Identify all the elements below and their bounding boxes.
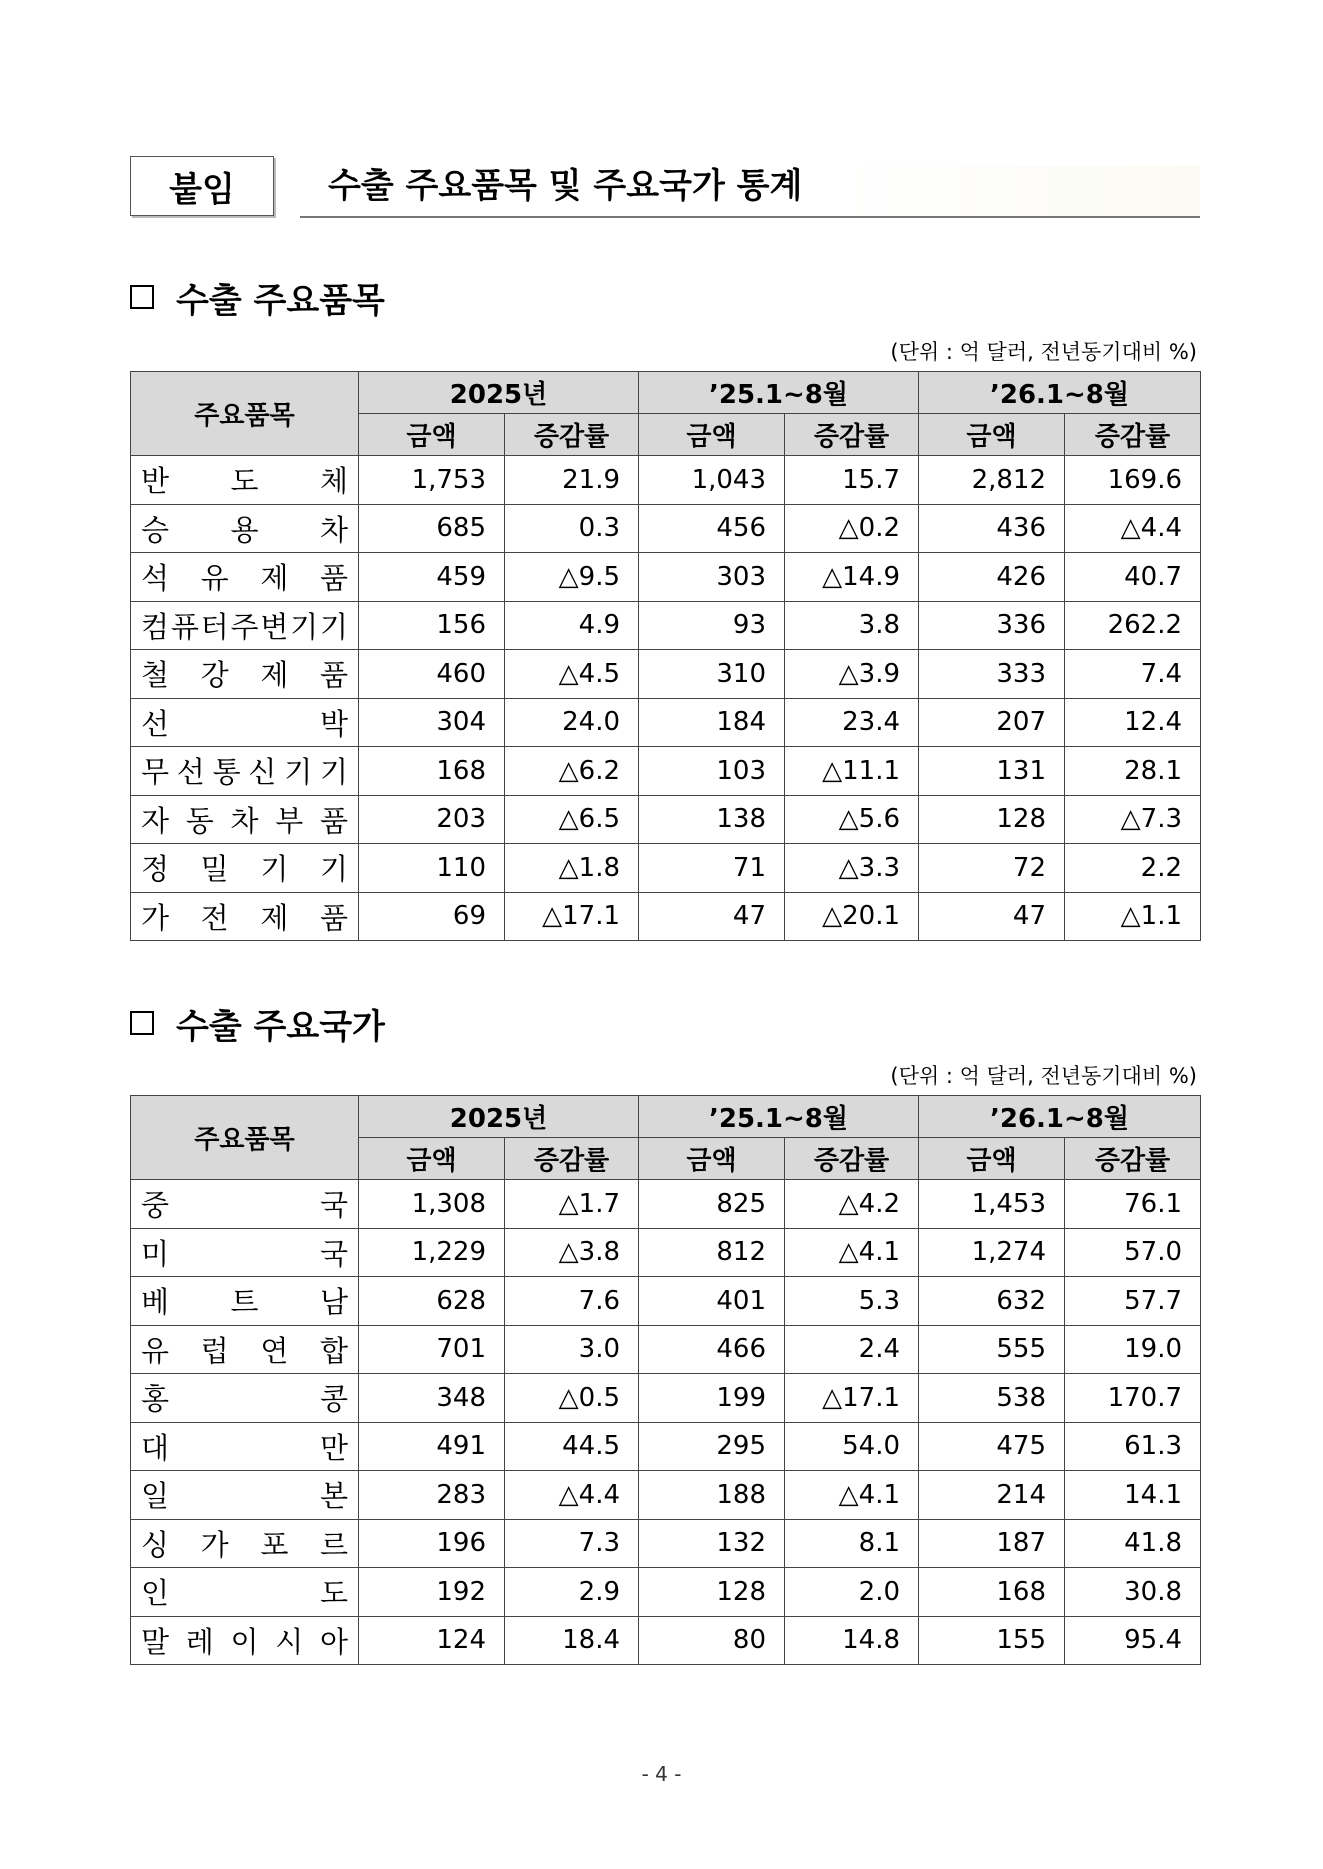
row-label-text: 싱 가 포 르 [141, 1527, 348, 1562]
change-rate-cell: △9.5 [505, 553, 639, 602]
change-rate-cell: 7.4 [1065, 650, 1201, 699]
period-header: 2025년 [359, 1096, 639, 1138]
change-rate-cell: △11.1 [785, 747, 919, 796]
amount-header: 금액 [639, 1138, 785, 1180]
checkbox-icon [130, 1011, 154, 1035]
amount-cell: 475 [919, 1422, 1065, 1471]
unit-note: (단위 : 억 달러, 전년동기대비 %) [890, 340, 1197, 364]
change-rate-cell: 170.7 [1065, 1374, 1201, 1423]
change-rate-cell: △4.2 [785, 1180, 919, 1229]
change-rate-cell: 19.0 [1065, 1325, 1201, 1374]
change-rate-cell: 8.1 [785, 1519, 919, 1568]
row-label [131, 1277, 359, 1326]
change-rate-cell: 4.9 [505, 601, 639, 650]
row-label [131, 795, 359, 844]
change-rate-cell: 57.7 [1065, 1277, 1201, 1326]
amount-cell: 184 [639, 698, 785, 747]
table-row [131, 844, 1201, 893]
change-rate-cell: △4.5 [505, 650, 639, 699]
amount-cell: 555 [919, 1325, 1065, 1374]
amount-cell: 203 [359, 795, 505, 844]
amount-cell: 1,274 [919, 1228, 1065, 1277]
amount-cell: 628 [359, 1277, 505, 1326]
amount-cell: 131 [919, 747, 1065, 796]
change-rate-cell: 15.7 [785, 456, 919, 505]
amount-cell: 93 [639, 601, 785, 650]
change-rate-cell: 76.1 [1065, 1180, 1201, 1229]
amount-cell: 188 [639, 1471, 785, 1520]
table-row [131, 1519, 1201, 1568]
row-label-text: 철 강 제 품 [141, 658, 348, 693]
amount-cell: 459 [359, 553, 505, 602]
amount-cell: 128 [639, 1568, 785, 1617]
row-label [131, 1325, 359, 1374]
table-row [131, 553, 1201, 602]
change-rate-cell: △1.8 [505, 844, 639, 893]
amount-cell: 401 [639, 1277, 785, 1326]
change-rate-cell: 5.3 [785, 1277, 919, 1326]
amount-cell: 103 [639, 747, 785, 796]
export-items-table [130, 371, 1201, 941]
amount-cell: 538 [919, 1374, 1065, 1423]
amount-header: 금액 [919, 1138, 1065, 1180]
change-rate-cell: 54.0 [785, 1422, 919, 1471]
amount-cell: 825 [639, 1180, 785, 1229]
amount-cell: 47 [919, 892, 1065, 941]
row-label-text: 미 국 [141, 1236, 348, 1271]
change-rate-cell: △6.2 [505, 747, 639, 796]
change-rate-cell: △0.5 [505, 1374, 639, 1423]
change-rate-cell: △4.4 [1065, 504, 1201, 553]
change-rate-cell: 2.2 [1065, 844, 1201, 893]
change-rate-header: 증감률 [1065, 1138, 1201, 1180]
amount-cell: 196 [359, 1519, 505, 1568]
row-label [131, 1228, 359, 1277]
row-label-text: 인 도 [141, 1576, 348, 1611]
page-number: - 4 - [641, 1762, 682, 1786]
amount-cell: 426 [919, 553, 1065, 602]
amount-cell: 71 [639, 844, 785, 893]
table-row [131, 601, 1201, 650]
table-row [131, 1180, 1201, 1229]
amount-cell: 701 [359, 1325, 505, 1374]
amount-cell: 199 [639, 1374, 785, 1423]
table-row [131, 1374, 1201, 1423]
row-label [131, 504, 359, 553]
row-label-text: 반 도 체 [141, 464, 348, 499]
amount-cell: 333 [919, 650, 1065, 699]
row-label [131, 1471, 359, 1520]
amount-cell: 456 [639, 504, 785, 553]
change-rate-cell: 3.8 [785, 601, 919, 650]
amount-cell: 155 [919, 1616, 1065, 1665]
amount-cell: 47 [639, 892, 785, 941]
row-label [131, 1568, 359, 1617]
row-label [131, 1180, 359, 1229]
amount-cell: 1,453 [919, 1180, 1065, 1229]
change-rate-cell: 7.3 [505, 1519, 639, 1568]
row-label-text: 중 국 [141, 1188, 348, 1223]
change-rate-cell: △7.3 [1065, 795, 1201, 844]
table-row [131, 1471, 1201, 1520]
change-rate-cell: 40.7 [1065, 553, 1201, 602]
unit-note: (단위 : 억 달러, 전년동기대비 %) [890, 1064, 1197, 1088]
checkbox-icon [130, 285, 154, 309]
table-row [131, 747, 1201, 796]
row-label-text: 석 유 제 품 [141, 561, 348, 596]
change-rate-cell: △0.2 [785, 504, 919, 553]
amount-cell: 207 [919, 698, 1065, 747]
change-rate-cell: 41.8 [1065, 1519, 1201, 1568]
change-rate-cell: 44.5 [505, 1422, 639, 1471]
row-label [131, 747, 359, 796]
amount-cell: 283 [359, 1471, 505, 1520]
amount-cell: 632 [919, 1277, 1065, 1326]
amount-cell: 187 [919, 1519, 1065, 1568]
amount-cell: 466 [639, 1325, 785, 1374]
row-label-text: 일 본 [141, 1479, 348, 1514]
change-rate-cell: 169.6 [1065, 456, 1201, 505]
row-label-text: 가 전 제 품 [141, 900, 348, 935]
table-row [131, 1422, 1201, 1471]
period-header: ’26.1~8월 [919, 1096, 1201, 1138]
row-label [131, 844, 359, 893]
table-row [131, 1568, 1201, 1617]
amount-cell: 812 [639, 1228, 785, 1277]
row-label-text: 승 용 차 [141, 512, 348, 547]
change-rate-cell: 2.9 [505, 1568, 639, 1617]
row-label-text: 베 트 남 [141, 1285, 348, 1320]
change-rate-cell: △4.1 [785, 1228, 919, 1277]
amount-cell: 124 [359, 1616, 505, 1665]
table-row [131, 1616, 1201, 1665]
change-rate-cell: 24.0 [505, 698, 639, 747]
amount-cell: 436 [919, 504, 1065, 553]
row-label [131, 650, 359, 699]
row-label-text: 말 레 이 시 아 [141, 1624, 348, 1659]
row-label-text: 대 만 [141, 1430, 348, 1465]
amount-cell: 348 [359, 1374, 505, 1423]
row-label [131, 892, 359, 941]
amount-header: 금액 [919, 414, 1065, 456]
change-rate-cell: 21.9 [505, 456, 639, 505]
section-heading-text: 수출 주요국가 [176, 1006, 385, 1047]
amount-header: 금액 [359, 414, 505, 456]
table-row [131, 795, 1201, 844]
change-rate-cell: 28.1 [1065, 747, 1201, 796]
row-label [131, 1374, 359, 1423]
amount-header: 금액 [639, 414, 785, 456]
amount-cell: 80 [639, 1616, 785, 1665]
amount-cell: 2,812 [919, 456, 1065, 505]
amount-cell: 168 [919, 1568, 1065, 1617]
row-label-text: 정 밀 기 기 [141, 852, 348, 887]
amount-cell: 128 [919, 795, 1065, 844]
change-rate-cell: 7.6 [505, 1277, 639, 1326]
amount-cell: 460 [359, 650, 505, 699]
amount-cell: 214 [919, 1471, 1065, 1520]
table-row [131, 892, 1201, 941]
change-rate-cell: 18.4 [505, 1616, 639, 1665]
amount-cell: 491 [359, 1422, 505, 1471]
row-label [131, 1422, 359, 1471]
row-label-text: 선 박 [141, 706, 348, 741]
attachment-tag: 붙임 [130, 156, 274, 216]
amount-cell: 310 [639, 650, 785, 699]
amount-cell: 69 [359, 892, 505, 941]
change-rate-cell: △1.1 [1065, 892, 1201, 941]
amount-cell: 192 [359, 1568, 505, 1617]
change-rate-cell: △6.5 [505, 795, 639, 844]
export-countries-table [130, 1095, 1201, 1665]
amount-cell: 132 [639, 1519, 785, 1568]
change-rate-cell: 61.3 [1065, 1422, 1201, 1471]
change-rate-cell: △3.8 [505, 1228, 639, 1277]
period-header: ’25.1~8월 [639, 1096, 919, 1138]
row-label [131, 698, 359, 747]
row-label [131, 456, 359, 505]
change-rate-cell: 14.8 [785, 1616, 919, 1665]
period-header: ’25.1~8월 [639, 372, 919, 414]
change-rate-cell: △17.1 [505, 892, 639, 941]
change-rate-cell: △17.1 [785, 1374, 919, 1423]
table-row [131, 504, 1201, 553]
row-label-text: 홍 콩 [141, 1382, 348, 1417]
change-rate-cell: 12.4 [1065, 698, 1201, 747]
change-rate-header: 증감률 [505, 1138, 639, 1180]
amount-cell: 295 [639, 1422, 785, 1471]
row-label-text: 컴 퓨 터 주 변 기 기 [141, 609, 348, 644]
change-rate-header: 증감률 [785, 1138, 919, 1180]
column-header-name: 주요품목 [131, 372, 359, 456]
row-label-text: 자 동 차 부 품 [141, 803, 348, 838]
change-rate-cell: △4.1 [785, 1471, 919, 1520]
amount-header: 금액 [359, 1138, 505, 1180]
change-rate-cell: 95.4 [1065, 1616, 1201, 1665]
column-header-name: 주요품목 [131, 1096, 359, 1180]
amount-cell: 1,308 [359, 1180, 505, 1229]
table-row [131, 456, 1201, 505]
amount-cell: 336 [919, 601, 1065, 650]
change-rate-cell: △3.9 [785, 650, 919, 699]
amount-cell: 1,753 [359, 456, 505, 505]
amount-cell: 72 [919, 844, 1065, 893]
row-label [131, 553, 359, 602]
change-rate-cell: 30.8 [1065, 1568, 1201, 1617]
row-label-text: 유 럽 연 합 [141, 1333, 348, 1368]
change-rate-header: 증감률 [785, 414, 919, 456]
amount-cell: 685 [359, 504, 505, 553]
amount-cell: 138 [639, 795, 785, 844]
table-row [131, 1228, 1201, 1277]
change-rate-cell: △5.6 [785, 795, 919, 844]
table-row [131, 1325, 1201, 1374]
section-heading-countries [130, 1000, 385, 1046]
change-rate-cell: 23.4 [785, 698, 919, 747]
section-heading-text: 수출 주요품목 [176, 280, 385, 321]
change-rate-cell: 0.3 [505, 504, 639, 553]
amount-cell: 168 [359, 747, 505, 796]
period-header: 2025년 [359, 372, 639, 414]
amount-cell: 1,043 [639, 456, 785, 505]
change-rate-cell: △3.3 [785, 844, 919, 893]
change-rate-cell: △1.7 [505, 1180, 639, 1229]
row-label [131, 1616, 359, 1665]
amount-cell: 156 [359, 601, 505, 650]
change-rate-cell: △14.9 [785, 553, 919, 602]
table-row [131, 1277, 1201, 1326]
row-label [131, 1519, 359, 1568]
table-row [131, 698, 1201, 747]
page-title: 수출 주요품목 및 주요국가 통계 [300, 166, 1200, 218]
change-rate-cell: 262.2 [1065, 601, 1201, 650]
table-row [131, 650, 1201, 699]
amount-cell: 1,229 [359, 1228, 505, 1277]
change-rate-header: 증감률 [505, 414, 639, 456]
amount-cell: 304 [359, 698, 505, 747]
change-rate-cell: 2.4 [785, 1325, 919, 1374]
section-heading-items [130, 274, 385, 320]
amount-cell: 110 [359, 844, 505, 893]
amount-cell: 303 [639, 553, 785, 602]
change-rate-cell: △4.4 [505, 1471, 639, 1520]
change-rate-cell: 2.0 [785, 1568, 919, 1617]
change-rate-cell: △20.1 [785, 892, 919, 941]
change-rate-cell: 57.0 [1065, 1228, 1201, 1277]
row-label [131, 601, 359, 650]
change-rate-header: 증감률 [1065, 414, 1201, 456]
change-rate-cell: 14.1 [1065, 1471, 1201, 1520]
period-header: ’26.1~8월 [919, 372, 1201, 414]
row-label-text: 무 선 통 신 기 기 [141, 755, 348, 790]
change-rate-cell: 3.0 [505, 1325, 639, 1374]
